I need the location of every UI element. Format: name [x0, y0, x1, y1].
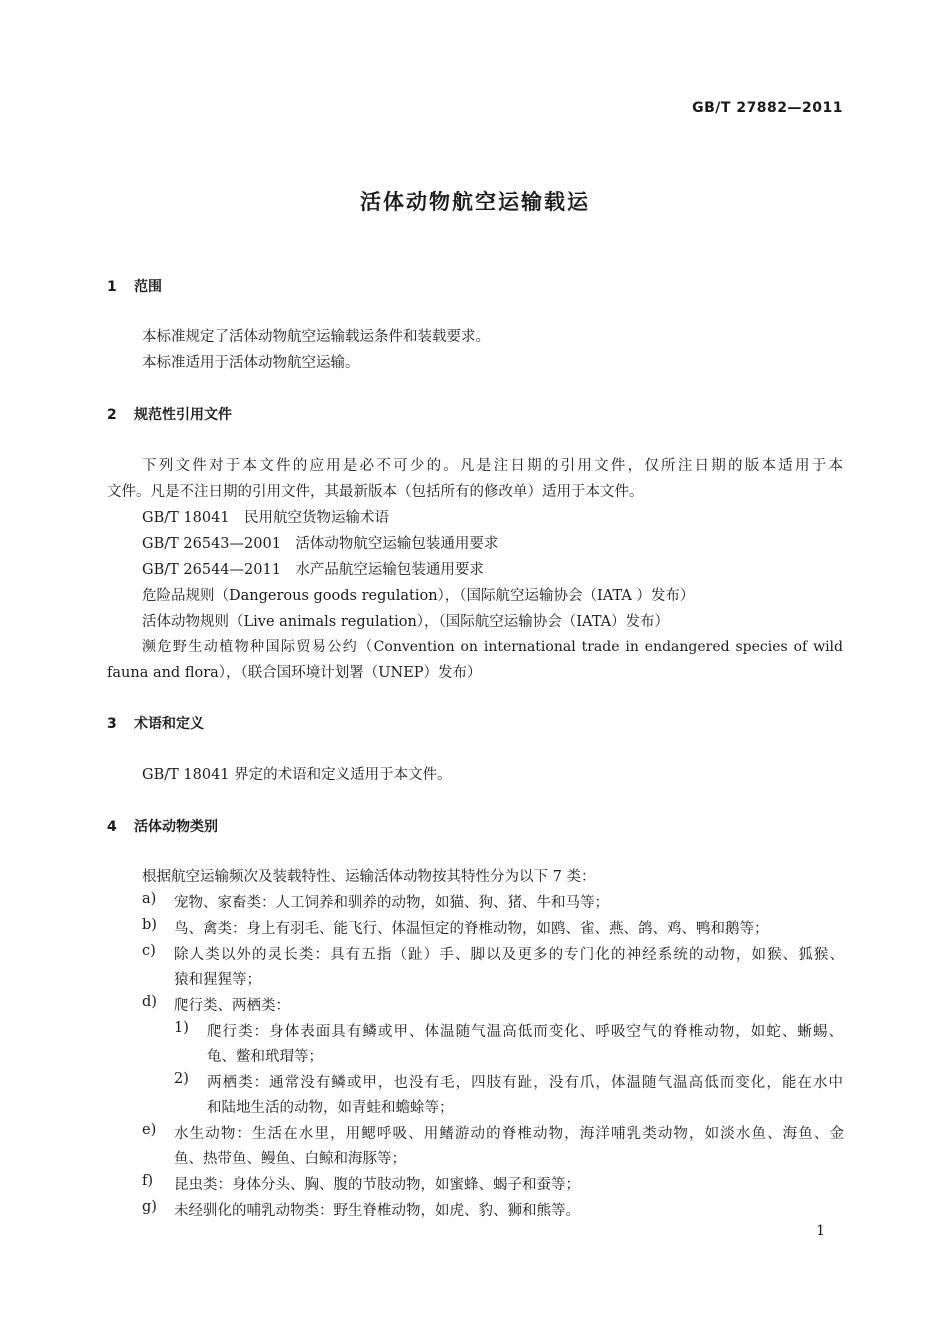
- list-item-a: 宠物、家畜类：人工饲养和驯养的动物，如猫、狗、猪、牛和马等；: [174, 895, 609, 911]
- reference-item: GB/T 26543—2001 活体动物航空运输包装通用要求: [142, 536, 499, 552]
- reference-item: GB/T 26544—2011 水产品航空运输包装通用要求: [142, 562, 484, 578]
- reference-item: GB/T 18041 民用航空货物运输术语: [142, 510, 390, 526]
- sublist-item-1-line-1: 爬行类：身体表面具有鳞或甲、体温随气温高低而变化、呼吸空气的脊椎动物，如蛇、蜥蜴、: [207, 1024, 843, 1040]
- standard-code: GB/T 27882—2011: [692, 100, 843, 116]
- list-item-g: 未经驯化的哺乳动物类：野生脊椎动物，如虎、豹、狮和熊等。: [174, 1203, 580, 1219]
- list-item-f: 昆虫类：身体分头、胸、腹的节肢动物，如蜜蜂、蝎子和蚕等；: [174, 1177, 580, 1193]
- section-2-heading: [107, 404, 232, 424]
- scope-paragraph-1: 本标准规定了活体动物航空运输载运条件和装载要求。: [142, 329, 490, 345]
- section-title: 活体动物类别: [134, 819, 218, 835]
- list-item-d: 爬行类、两栖类：: [174, 998, 290, 1014]
- section-1-heading: [107, 276, 162, 296]
- section-number: 1: [107, 279, 117, 295]
- sublist-label-2: 2): [174, 1071, 189, 1087]
- list-item-b: 鸟、禽类：身上有羽毛、能飞行、体温恒定的脊椎动物，如鸥、雀、燕、鸽、鸡、鸭和鹅等；: [174, 921, 769, 937]
- section-number: 4: [107, 819, 117, 835]
- normative-intro-line-2: 文件。凡是不注日期的引用文件，其最新版本（包括所有的修改单）适用于本文件。: [107, 484, 644, 500]
- section-number: 2: [107, 407, 117, 423]
- list-item-e-line-2: 鱼、热带鱼、鳗鱼、白鲸和海豚等；: [174, 1151, 406, 1167]
- list-label-a: a): [142, 891, 157, 907]
- sublist-item-1-line-2: 龟、鳖和玳瑁等；: [207, 1049, 323, 1065]
- list-label-c: c): [142, 943, 156, 959]
- reference-cites-line-1: 濒危野生动植物种国际贸易公约（Convention on international trade in endangered species of wild: [142, 639, 843, 655]
- reference-cites-line-2: fauna and flora），（联合国环境计划署（UNEP）发布）: [107, 665, 482, 681]
- list-item-c-line-1: 除人类以外的灵长类：具有五指（趾）手、脚以及更多的专门化的神经系统的动物，如猴、狐猴、: [174, 947, 844, 963]
- section-3-heading: [107, 713, 204, 733]
- section-number: 3: [107, 716, 117, 732]
- list-label-d: d): [142, 994, 157, 1010]
- list-label-f: f): [142, 1173, 154, 1189]
- document-title: 活体动物航空运输载运: [360, 190, 590, 214]
- sublist-label-1: 1): [174, 1020, 189, 1036]
- list-label-e: e): [142, 1122, 157, 1138]
- scope-paragraph-2: 本标准适用于活体动物航空运输。: [142, 355, 360, 371]
- list-label-b: b): [142, 917, 157, 933]
- page-number: 1: [816, 1223, 825, 1239]
- reference-item: 危险品规则（Dangerous goods regulation），（国际航空运输协会（IATA ）发布）: [142, 588, 695, 604]
- sublist-item-2-line-1: 两栖类：通常没有鳞或甲，也没有毛，四肢有趾，没有爪，体温随气温高低而变化，能在水中: [207, 1075, 843, 1091]
- section-title: 术语和定义: [134, 716, 204, 732]
- terms-paragraph: GB/T 18041 界定的术语和定义适用于本文件。: [142, 767, 452, 783]
- section-4-heading: [107, 816, 218, 836]
- list-item-c-line-2: 猿和猩猩等；: [174, 972, 261, 988]
- normative-intro-line-1: 下列文件对于本文件的应用是必不可少的。凡是注日期的引用文件，仅所注日期的版本适用于本: [142, 458, 843, 474]
- categories-intro: 根据航空运输频次及装载特性、运输活体动物按其特性分为以下 7 类：: [142, 869, 596, 885]
- list-item-e-line-1: 水生动物：生活在水里，用鳃呼吸、用鳍游动的脊椎动物，海洋哺乳类动物，如淡水鱼、海鱼、金: [174, 1126, 844, 1142]
- reference-item: 活体动物规则（Live animals regulation），（国际航空运输协会（IATA）发布）: [142, 614, 670, 630]
- section-title: 范围: [134, 279, 162, 295]
- section-title: 规范性引用文件: [134, 407, 232, 423]
- sublist-item-2-line-2: 和陆地生活的动物，如青蛙和蟾蜍等；: [207, 1100, 454, 1116]
- list-label-g: g): [142, 1199, 157, 1215]
